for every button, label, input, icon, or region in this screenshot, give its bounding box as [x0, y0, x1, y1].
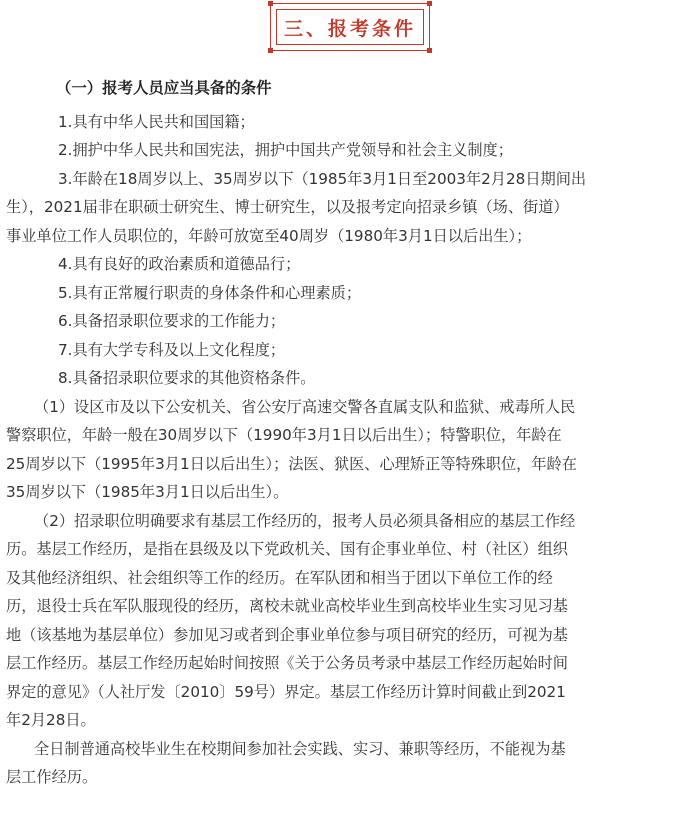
title-banner	[0, 3, 700, 51]
note-line: 历。基层工作经历，是指在县级及以下党政机关、国有企事业单位、村（社区）组织	[6, 540, 568, 558]
note-line: （1）设区市及以下公安机关、省公安厅高速交警各直属支队和监狱、戒毒所人民	[34, 397, 576, 416]
condition-item: 1.具有中华人民共和国国籍；	[58, 112, 255, 131]
note-line: 界定的意见》（人社厅发〔2010〕59号）界定。基层工作经历计算时间截止到2021	[6, 682, 566, 701]
note-line: 历，退役士兵在军队服现役的经历，离校未就业高校毕业生到高校毕业生实习见习基	[6, 597, 568, 615]
condition-item: 2.拥护中华人民共和国宪法，拥护中国共产党领导和社会主义制度；	[58, 141, 513, 159]
condition-item: 5.具有正常履行职责的身体条件和心理素质；	[58, 283, 362, 302]
corner-ornament	[268, 1, 273, 6]
condition-item: 4.具有良好的政治素质和道德品行；	[58, 255, 301, 273]
note-line: 35周岁以下（1985年3月1日以后出生）。	[6, 483, 289, 501]
title-frame	[270, 3, 430, 51]
condition-item: 7.具有大学专科及以上文化程度；	[58, 340, 286, 359]
corner-ornament	[268, 48, 273, 53]
condition-item-line: 事业单位工作人员职位的，年龄可放宽至40周岁（1980年3月1日以后出生）；	[6, 226, 532, 245]
note-line: 年2月28日。	[6, 711, 96, 729]
note-line: 层工作经历。基层工作经历起始时间按照《关于公务员考录中基层工作经历起始时间	[6, 654, 568, 672]
note-line: 及其他经济组织、社会组织等工作的经历。在军队团和相当于团以下单位工作的经	[6, 568, 553, 587]
article-body	[6, 74, 696, 792]
title-inner-frame	[276, 9, 424, 45]
condition-item: 8.具备招录职位要求的其他资格条件。	[58, 369, 316, 387]
note-line: 地（该基地为基层单位）参加见习或者到企事业单位参与项目研究的经历，可视为基	[6, 625, 568, 644]
corner-ornament	[427, 48, 432, 53]
condition-item-line: 3.年龄在18周岁以上、35周岁以下（1985年3月1日至2003年2月28日期间出	[58, 169, 587, 188]
section-title: 三、报考条件	[283, 17, 416, 40]
corner-ornament	[427, 1, 432, 6]
condition-item: 6.具备招录职位要求的工作能力；	[58, 312, 286, 330]
condition-item-line: 生），2021届非在职硕士研究生、博士研究生，以及报考定向招录乡镇（场、街道）	[6, 198, 569, 216]
note-line: 层工作经历。	[6, 768, 98, 786]
note-line: 警察职位，年龄一般在30周岁以下（1990年3月1日以后出生）；特警职位，年龄在	[6, 426, 562, 444]
note-line: 全日制普通高校毕业生在校期间参加社会实践、实习、兼职等经历，不能视为基	[34, 739, 566, 758]
note-line: （2）招录职位明确要求有基层工作经历的，报考人员必须具备相应的基层工作经	[34, 511, 576, 530]
note-line: 25周岁以下（1995年3月1日以后出生）；法医、狱医、心理矫正等特殊职位，年龄在	[6, 454, 577, 473]
subsection-heading: （一）报考人员应当具备的条件	[56, 79, 272, 97]
